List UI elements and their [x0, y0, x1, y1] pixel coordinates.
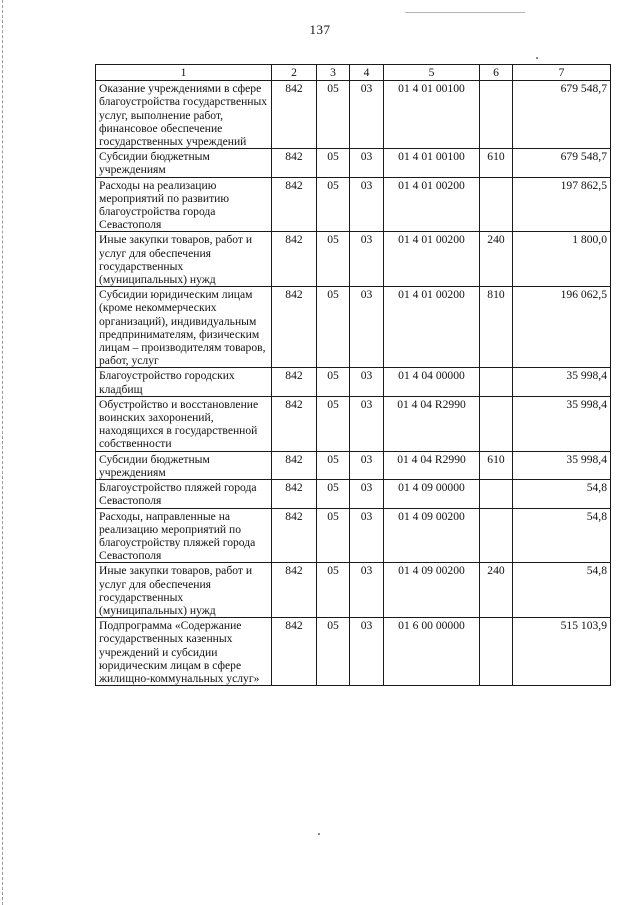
column-header: 7: [513, 65, 611, 81]
table-row: [96, 451, 611, 479]
cell-subsection: 03: [350, 508, 384, 563]
table-row: [96, 618, 611, 686]
page-number: 137: [309, 22, 331, 37]
scan-speck: [318, 833, 320, 835]
cell-name: Подпрограмма «Содержание государственных казенных учреждений и субсидии юридическим лицам в сфере жилищно-коммунальных услуг»: [96, 618, 272, 686]
cell-expense-type: 240: [480, 563, 513, 618]
cell-section: 05: [317, 177, 350, 232]
cell-target-article: 01 4 01 00200: [384, 232, 480, 287]
cell-name: Субсидии юридическим лицам (кроме некоммерческих организаций), индивидуальным предпринимателям, физическим лицам – производителям товаров, работ, услуг: [96, 287, 272, 368]
cell-name: Расходы на реализацию мероприятий по развитию благоустройства города Севастополя: [96, 177, 272, 232]
cell-section: 05: [317, 618, 350, 686]
cell-section: 05: [317, 232, 350, 287]
cell-expense-type: [480, 396, 513, 451]
cell-amount: 54,8: [513, 480, 611, 508]
cell-amount: 35 998,4: [513, 451, 611, 479]
cell-section: 05: [317, 81, 350, 149]
cell-name: Иные закупки товаров, работ и услуг для обеспечения государственных (муниципальных) нужд: [96, 232, 272, 287]
cell-ministry-code: 842: [272, 563, 317, 618]
cell-name: Благоустройство пляжей города Севастополя: [96, 480, 272, 508]
cell-amount: 197 862,5: [513, 177, 611, 232]
scan-rule-top: [405, 12, 525, 13]
cell-section: 05: [317, 480, 350, 508]
cell-subsection: 03: [350, 480, 384, 508]
cell-ministry-code: 842: [272, 368, 317, 396]
cell-amount: 679 548,7: [513, 81, 611, 149]
table-row: [96, 232, 611, 287]
cell-section: 05: [317, 149, 350, 177]
table-body: [96, 81, 611, 686]
cell-target-article: 01 4 09 00200: [384, 563, 480, 618]
cell-name: Иные закупки товаров, работ и услуг для обеспечения государственных (муниципальных) нужд: [96, 563, 272, 618]
cell-amount: 35 998,4: [513, 396, 611, 451]
cell-ministry-code: 842: [272, 451, 317, 479]
table-row: [96, 508, 611, 563]
cell-ministry-code: 842: [272, 618, 317, 686]
cell-section: 05: [317, 563, 350, 618]
cell-subsection: 03: [350, 368, 384, 396]
cell-target-article: 01 4 01 00100: [384, 149, 480, 177]
table-row: [96, 396, 611, 451]
cell-ministry-code: 842: [272, 149, 317, 177]
cell-name: Субсидии бюджетным учреждениям: [96, 451, 272, 479]
table-row: [96, 81, 611, 149]
column-header: 4: [350, 65, 384, 81]
table-header-row: [96, 65, 611, 81]
cell-amount: 196 062,5: [513, 287, 611, 368]
table-row: [96, 287, 611, 368]
cell-subsection: 03: [350, 451, 384, 479]
cell-expense-type: 610: [480, 451, 513, 479]
cell-expense-type: 240: [480, 232, 513, 287]
column-header: 3: [317, 65, 350, 81]
cell-subsection: 03: [350, 149, 384, 177]
cell-amount: 515 103,9: [513, 618, 611, 686]
cell-expense-type: 610: [480, 149, 513, 177]
cell-expense-type: [480, 177, 513, 232]
cell-subsection: 03: [350, 81, 384, 149]
column-header: 2: [272, 65, 317, 81]
cell-section: 05: [317, 368, 350, 396]
cell-target-article: 01 4 04 R2990: [384, 451, 480, 479]
cell-expense-type: [480, 368, 513, 396]
cell-amount: 679 548,7: [513, 149, 611, 177]
cell-expense-type: [480, 480, 513, 508]
column-header: 5: [384, 65, 480, 81]
budget-table: [95, 64, 611, 686]
cell-ministry-code: 842: [272, 480, 317, 508]
cell-target-article: 01 4 01 00200: [384, 177, 480, 232]
table-row: [96, 480, 611, 508]
cell-ministry-code: 842: [272, 177, 317, 232]
scan-speck: [536, 57, 538, 59]
cell-name: Расходы, направленные на реализацию мероприятий по благоустройству пляжей города Севастополя: [96, 508, 272, 563]
page-edge: [2, 0, 3, 905]
cell-name: Оказание учреждениями в сфере благоустройства государственных услуг, выполнение работ, финансовое обеспечение государственных учреждений: [96, 81, 272, 149]
cell-section: 05: [317, 287, 350, 368]
table-row: [96, 177, 611, 232]
column-header: 1: [96, 65, 272, 81]
cell-expense-type: [480, 618, 513, 686]
cell-amount: 54,8: [513, 563, 611, 618]
cell-target-article: 01 4 09 00200: [384, 508, 480, 563]
cell-amount: 54,8: [513, 508, 611, 563]
cell-ministry-code: 842: [272, 508, 317, 563]
cell-amount: 1 800,0: [513, 232, 611, 287]
table-row: [96, 563, 611, 618]
cell-target-article: 01 4 01 00100: [384, 81, 480, 149]
cell-expense-type: [480, 508, 513, 563]
cell-name: Обустройство и восстановление воинских захоронений, находящихся в государственной собственности: [96, 396, 272, 451]
cell-target-article: 01 4 04 R2990: [384, 396, 480, 451]
cell-subsection: 03: [350, 396, 384, 451]
cell-section: 05: [317, 451, 350, 479]
cell-target-article: 01 4 04 00000: [384, 368, 480, 396]
cell-name: Субсидии бюджетным учреждениям: [96, 149, 272, 177]
cell-expense-type: 810: [480, 287, 513, 368]
cell-subsection: 03: [350, 287, 384, 368]
cell-subsection: 03: [350, 232, 384, 287]
cell-name: Благоустройство городских кладбищ: [96, 368, 272, 396]
table-row: [96, 368, 611, 396]
cell-target-article: 01 4 09 00000: [384, 480, 480, 508]
cell-amount: 35 998,4: [513, 368, 611, 396]
cell-ministry-code: 842: [272, 396, 317, 451]
cell-section: 05: [317, 396, 350, 451]
cell-target-article: 01 4 01 00200: [384, 287, 480, 368]
cell-subsection: 03: [350, 618, 384, 686]
cell-ministry-code: 842: [272, 232, 317, 287]
cell-section: 05: [317, 508, 350, 563]
cell-expense-type: [480, 81, 513, 149]
column-header: 6: [480, 65, 513, 81]
cell-target-article: 01 6 00 00000: [384, 618, 480, 686]
cell-ministry-code: 842: [272, 81, 317, 149]
cell-subsection: 03: [350, 177, 384, 232]
cell-ministry-code: 842: [272, 287, 317, 368]
table-row: [96, 149, 611, 177]
cell-subsection: 03: [350, 563, 384, 618]
